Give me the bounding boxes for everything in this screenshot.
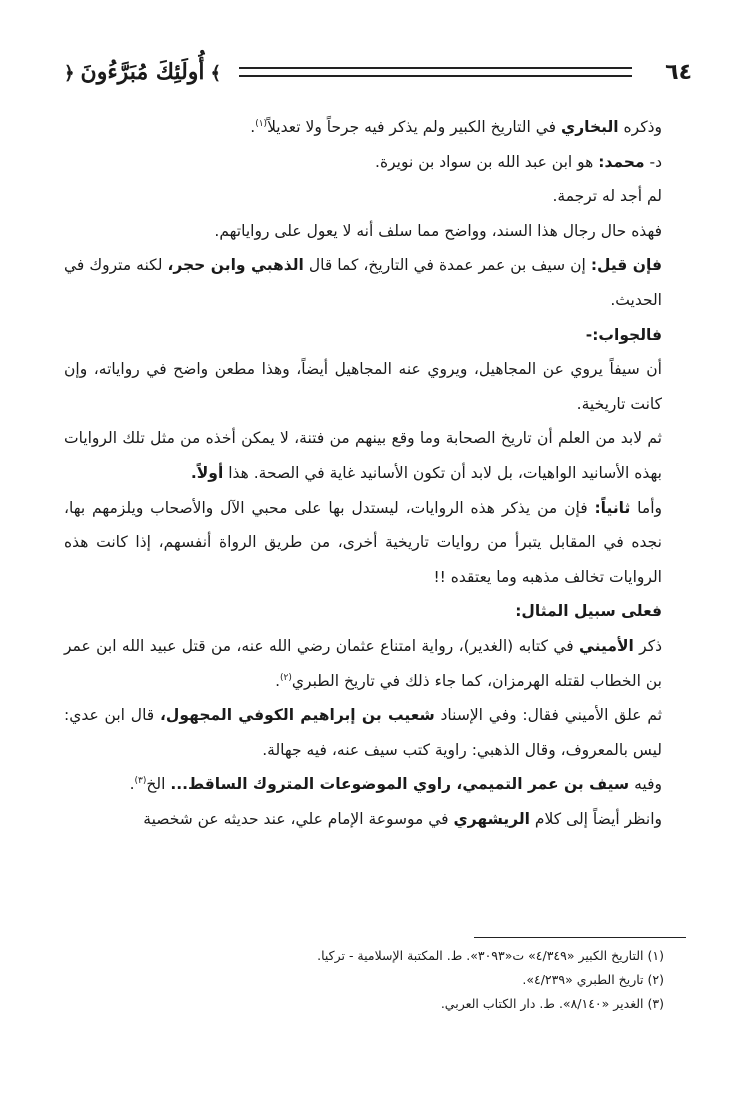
footnotes (64, 944, 686, 1016)
paragraph (64, 491, 686, 595)
bracket-left: ﴿ (64, 63, 75, 84)
bold-text: محمد: (598, 152, 645, 171)
text: . (275, 671, 281, 690)
bold-text: فالجواب:- (585, 325, 662, 344)
body-text (64, 110, 686, 836)
text: لم أجد له ترجمة. (552, 187, 662, 206)
text: إن سيف بن عمر عمدة في التاريخ، كما قال (303, 256, 591, 275)
footnote-3: (٣) الغدير «٨/١٤٠». ط. دار الكتاب العربي. (440, 996, 664, 1011)
running-header (58, 48, 692, 96)
bold-text: الريشهري (453, 809, 530, 828)
bold-text: شعيب بن إبراهيم الكوفي المجهول، (160, 706, 435, 725)
text: ثم علق الأميني فقال: وفي الإسناد (434, 706, 663, 725)
paragraph (64, 110, 686, 145)
text: قال ابن عدي: ليس بالمعروف، وقال الذهبي: راوية كتب سيف عنه، فيه جهالة. (64, 706, 662, 759)
running-title-text: أُولَئِكَ مُبَرَّءُونَ (80, 59, 205, 85)
text: ثم لابد من العلم أن تاريخ الصحابة وما وقع بينهم من فتنة، لا يمكن أخذه من مثل تلك الروايات بهذه الأسانيد الواهيات، بل لابد أن تكون الأسانيد غاية في الصحة. هذا (64, 429, 662, 482)
paragraph (64, 145, 686, 180)
bold-text: ثانياً: (594, 498, 631, 517)
bold-text: فإن قيل: (590, 256, 663, 275)
paragraph (64, 318, 686, 353)
paragraph (64, 248, 686, 317)
text: الخ (146, 775, 171, 794)
text: فإن من يذكر هذه الروايات، ليستدل بها على محبي الآل والأصحاب ويلزمهم بها، نجده في المقابل يتبرأ من روايات تاريخية أخرى، من طريق الرواة أنفسهم، إذا كانت هذه الروايات تخالف مذهبه وما يعتقده !! (64, 498, 662, 586)
header-double-rule (239, 67, 632, 77)
bold-text: الذهبي وابن حجر، (167, 256, 304, 275)
text: وفيه (629, 775, 662, 794)
text: وانظر أيضاً إلى كلام (529, 809, 662, 828)
footnote-2: (٢) تاريخ الطبري «٤/٢٣٩». (522, 972, 664, 987)
text: . (250, 118, 256, 136)
footnote-ref: (٢) (280, 672, 292, 683)
bracket-right: ﴾ (210, 63, 222, 84)
footnote-ref: (٣) (134, 776, 147, 787)
footnote-separator (474, 937, 686, 938)
text: في كتابه (الغدير)، رواية امتناع عثمان رضي الله عنه، من قتل عبيد الله ابن عمر بن الخطاب لقتله الهرمزان، كما جاء ذلك في تاريخ الطبري (64, 636, 662, 690)
paragraph (64, 629, 686, 698)
paragraph (64, 214, 686, 249)
bold-text: سيف بن عمر التميمي، راوي الموضوعات المتروك الساقط... (170, 775, 630, 794)
paragraph (64, 352, 686, 421)
text: . (129, 775, 135, 794)
paragraph (64, 179, 686, 214)
footnote-ref: (١) (255, 118, 268, 129)
text: وأما (630, 498, 662, 517)
text: ذكر (633, 636, 662, 655)
text: وذكره (618, 118, 662, 136)
text: أن سيفاً يروي عن المجاهيل، ويروي عنه المجاهيل أيضاً، وهذا مطعن واضح في رواياته، وإن كانت تاريخية. (64, 360, 662, 413)
paragraph (64, 802, 686, 837)
text: لكنه متروك في الحديث. (64, 256, 662, 309)
text: فهذه حال رجال هذا السند، وواضح مما سلف أنه لا يعول على رواياتهم. (214, 221, 662, 240)
bold-text: البخاري (561, 118, 619, 136)
text: د- (644, 152, 662, 171)
paragraph (64, 594, 686, 629)
paragraph (64, 698, 686, 767)
paragraph (64, 767, 686, 802)
text: في موسوعة الإمام علي، عند حديثه عن شخصية (143, 809, 454, 828)
running-title (58, 59, 227, 85)
text: في التاريخ الكبير ولم يذكر فيه جرحاً ولا تعديلاً (267, 118, 562, 136)
text: هو ابن عبد الله بن سواد بن نويرة. (375, 152, 599, 171)
page-number: ٦٤ (665, 59, 692, 85)
bold-text: أولاً. (190, 463, 224, 482)
bold-text: فعلى سبيل المثال: (515, 602, 662, 621)
footnote-1: (١) التاريخ الكبير «٤/٣٤٩» ت«٣٠٩٣». ط. المكتبة الإسلامية - تركيا. (317, 948, 664, 963)
bold-text: الأميني (579, 636, 634, 655)
paragraph (64, 421, 686, 490)
